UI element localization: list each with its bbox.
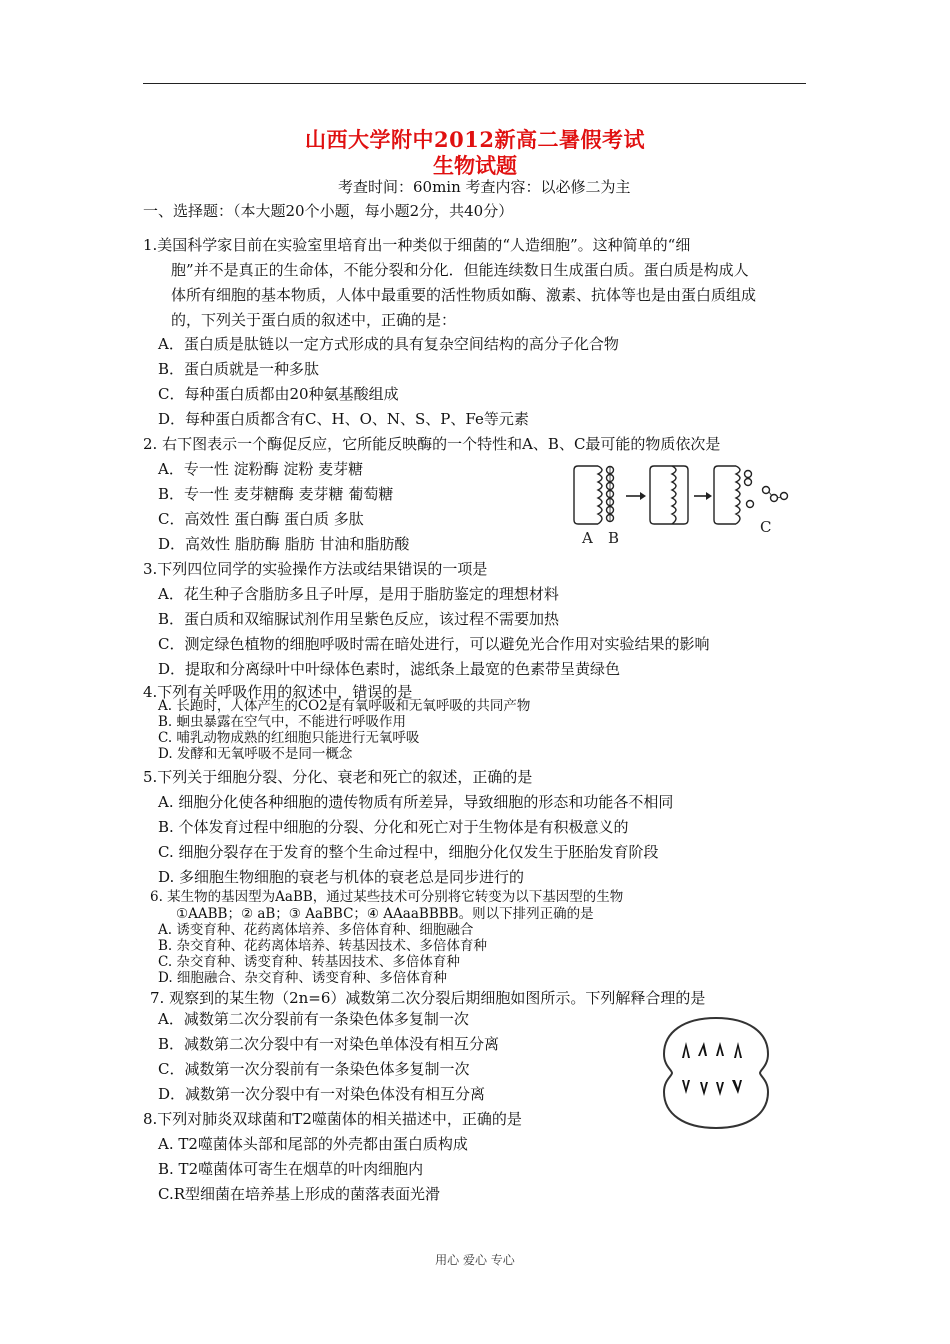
q4-option-a: A. 长跑时，人体产生的CO2是有氧呼吸和无氧呼吸的共同产物 — [158, 698, 531, 714]
q7-option-b: B．减数第二次分裂中有一对染色单体没有相互分离 — [158, 1035, 500, 1053]
q8-option-a: A. T2噬菌体头部和尾部的外壳都由蛋白质构成 — [158, 1135, 468, 1153]
reaction-arrows — [626, 492, 712, 500]
q1-stem-line-3: 体所有细胞的基本物质，人体中最重要的活性物质如酶、激素、抗体等也是由蛋白质组成 — [171, 286, 757, 304]
q3-option-b: B．蛋白质和双缩脲试剂作用呈紫色反应，该过程不需要加热 — [158, 610, 560, 628]
q3-option-d: D．提取和分离绿叶中叶绿体色素时，滤纸条上最宽的色素带呈黄绿色 — [158, 660, 621, 678]
q1-stem-line-1: 1.美国科学家目前在实验室里培育出一种类似于细菌的“人造细胞”。这种简单的“细 — [143, 236, 691, 254]
q7-option-d: D．减数第一次分裂中有一对染色体没有相互分离 — [158, 1085, 486, 1103]
page-footer: 用心 爱心 专心 — [435, 1253, 515, 1267]
q4-option-d: D. 发酵和无氧呼吸不是同一概念 — [158, 746, 353, 762]
q4-stem: 4.下列有关呼吸作用的叙述中，错误的是 — [143, 683, 413, 701]
label-c: C — [760, 518, 772, 536]
enzyme-reaction-figure — [570, 458, 800, 548]
q3-stem: 3.下列四位同学的实验操作方法或结果错误的一项是 — [143, 560, 488, 578]
q1-stem-line-2: 胞”并不是真正的生命体，不能分裂和分化．但能连续数日生成蛋白质。蛋白质是构成人 — [171, 261, 749, 279]
product-c — [745, 471, 788, 508]
q6-option-c: C. 杂交育种、诱变育种、转基因技术、多倍体育种 — [158, 954, 460, 970]
q2-option-b: B．专一性 麦芽糖酶 麦芽糖 葡萄糖 — [158, 485, 394, 503]
q8-option-c: C.R型细菌在培养基上形成的菌落表面光滑 — [158, 1185, 441, 1203]
label-a: A — [582, 529, 593, 547]
q5-option-b: B. 个体发育过程中细胞的分裂、分化和死亡对于生物体是有积极意义的 — [158, 818, 629, 836]
q6-option-d: D. 细胞融合、杂交育种、诱变育种、多倍体育种 — [158, 970, 447, 986]
q6-option-a: A. 诱变育种、花药离体培养、多倍体育种、细胞融合 — [158, 922, 474, 938]
q1-stem-line-4: 的，下列关于蛋白质的叙述中，正确的是： — [171, 311, 457, 329]
q1-option-c: C．每种蛋白质都由20种氨基酸组成 — [158, 385, 399, 403]
exam-info: 考查时间：60min 考查内容：以必修二为主 — [338, 178, 631, 196]
q4-option-b: B. 蛔虫暴露在空气中，不能进行呼吸作用 — [158, 714, 407, 730]
q7-stem: 7. 观察到的某生物（2n=6）减数第二次分裂后期细胞如图所示。下列解释合理的是 — [150, 989, 706, 1007]
q6-stem: 6. 某生物的基因型为AaBB，通过某些技术可分别将它转变为以下基因型的生物 — [150, 889, 624, 905]
q3-option-a: A．花生种子含脂肪多且子叶厚，是用于脂肪鉴定的理想材料 — [158, 585, 559, 603]
q7-option-c: C．减数第一次分裂前有一条染色体多复制一次 — [158, 1060, 470, 1078]
enzyme-a-shape — [574, 466, 598, 524]
q8-option-b: B. T2噬菌体可寄生在烟草的叶肉细胞内 — [158, 1160, 424, 1178]
header-rule — [143, 83, 806, 84]
q1-option-a: A．蛋白质是肽链以一定方式形成的具有复杂空间结构的高分子化合物 — [158, 335, 619, 353]
q5-option-c: C. 细胞分裂存在于发育的整个生命过程中，细胞分化仅发生于胚胎发育阶段 — [158, 843, 659, 861]
exam-subtitle: 生物试题 — [433, 153, 517, 178]
q2-option-a: A．专一性 淀粉酶 淀粉 麦芽糖 — [158, 460, 364, 478]
q3-option-c: C．测定绿色植物的细胞呼吸时需在暗处进行，可以避免光合作用对实验结果的影响 — [158, 635, 710, 653]
q2-option-d: D．高效性 脂肪酶 脂肪 甘油和脂肪酸 — [158, 535, 410, 553]
q2-option-c: C．高效性 蛋白酶 蛋白质 多肽 — [158, 510, 364, 528]
q5-option-d: D. 多细胞生物细胞的衰老与机体的衰老总是同步进行的 — [158, 868, 525, 886]
q6-option-b: B. 杂交育种、花药离体培养、转基因技术、多倍体育种 — [158, 938, 488, 954]
section-heading: 一、选择题：（本大题20个小题，每小题2分，共40分） — [143, 202, 514, 220]
label-b: B — [608, 529, 620, 547]
q8-stem: 8.下列对肺炎双球菌和T2噬菌体的相关描述中，正确的是 — [143, 1110, 522, 1128]
meiosis-cell-figure — [660, 1014, 772, 1132]
exam-title: 山西大学附中2012新高二暑假考试 — [305, 127, 645, 152]
cell-outline — [664, 1018, 768, 1128]
q7-option-a: A．减数第二次分裂前有一条染色体多复制一次 — [158, 1010, 469, 1028]
q1-option-b: B．蛋白质就是一种多肽 — [158, 360, 320, 378]
q1-option-d: D．每种蛋白质都含有C、H、O、N、S、P、Fe等元素 — [158, 410, 529, 428]
q2-stem: 2. 右下图表示一个酶促反应，它所能反映酶的一个特性和A、B、C最可能的物质依次是 — [143, 435, 721, 453]
q5-option-a: A. 细胞分化使各种细胞的遗传物质有所差异，导致细胞的形态和功能各不相同 — [158, 793, 674, 811]
q4-option-c: C. 哺乳动物成熟的红细胞只能进行无氧呼吸 — [158, 730, 420, 746]
complex-shape — [650, 466, 672, 524]
q6-stem-line-2: ①AABB；② aB；③ AaBBC；④ AAaaBBBB。则以下排列正确的是 — [176, 906, 594, 922]
q5-stem: 5.下列关于细胞分裂、分化、衰老和死亡的叙述，正确的是 — [143, 768, 533, 786]
enzyme-release-shape — [714, 466, 736, 524]
